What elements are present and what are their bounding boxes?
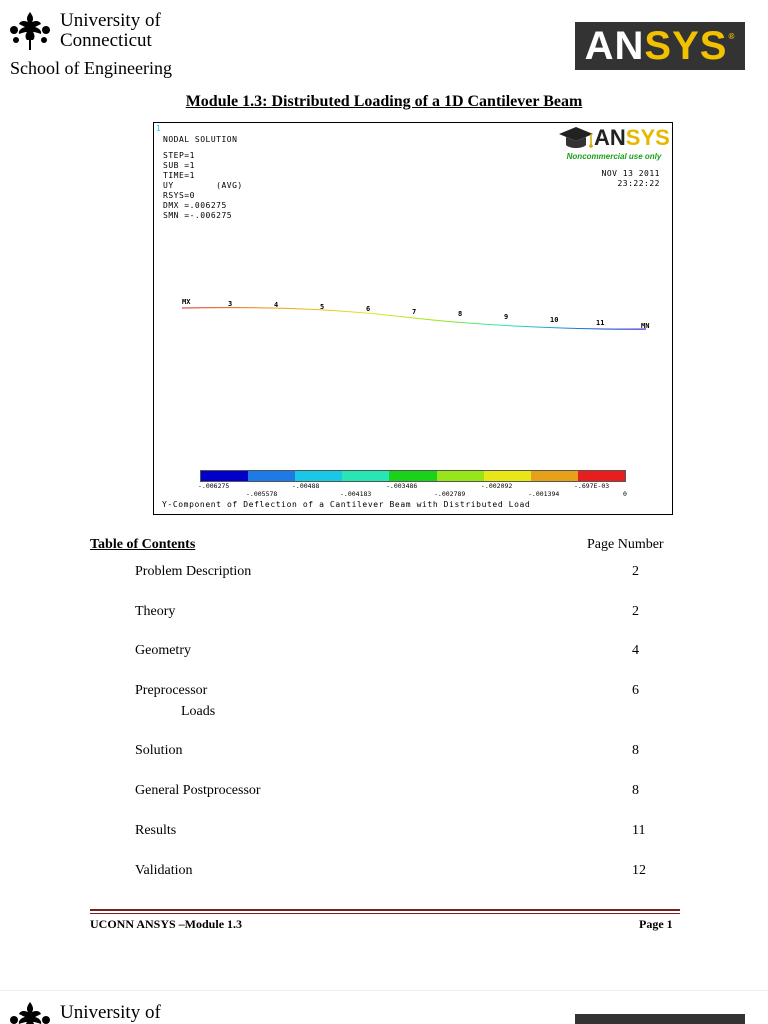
color-legend: [200, 470, 626, 482]
toc-page-heading: Page Number: [587, 537, 664, 552]
legend-swatch: [248, 471, 295, 481]
ansys-logo: [575, 22, 745, 70]
info-line: NODAL SOLUTION: [163, 135, 238, 144]
ansys-logo-an: AN: [584, 23, 645, 68]
toc-item-page: 4: [632, 643, 639, 658]
legend-swatch: [437, 471, 484, 481]
node-labels: [182, 298, 649, 330]
noncommercial-label: Noncommercial use only: [566, 152, 662, 161]
toc-item-page: 2: [632, 604, 639, 619]
plot-caption: Y-Component of Deflection of a Cantilever Beam with Distributed Load: [162, 500, 531, 509]
legend-label: -.00488: [292, 482, 320, 490]
plot-logo-text: ANSYS: [594, 125, 670, 150]
toc-item-title[interactable]: General Postprocessor: [135, 783, 261, 798]
toc-heading: Table of Contents: [90, 537, 196, 552]
node-label: 7: [412, 308, 417, 316]
legend-swatch: [342, 471, 389, 481]
page-gap: [0, 990, 768, 991]
window-number: 1: [156, 124, 161, 133]
ansys-logo-reg: ®: [728, 32, 736, 41]
node-label: MX: [182, 298, 191, 306]
uconn-logo: [8, 8, 178, 78]
info-line: SUB =1: [163, 161, 195, 170]
node-label: 8: [458, 310, 463, 318]
school-name: School of Engineering: [10, 58, 172, 78]
legend-label: -.002092: [481, 482, 513, 490]
toc-item-title[interactable]: Results: [135, 823, 177, 838]
beam-plot: [154, 123, 672, 514]
next-page-uconn-logo: [8, 998, 208, 1024]
legend-label: -.002789: [434, 490, 466, 498]
node-label: 4: [274, 301, 279, 309]
legend-swatch: [578, 471, 625, 481]
toc-subitem-title[interactable]: Loads: [181, 704, 216, 719]
plot-time: 23:22:22: [617, 179, 660, 188]
next-university-line1: University of: [60, 1002, 161, 1023]
university-line1: University of: [60, 10, 161, 31]
legend-swatch: [484, 471, 531, 481]
oak-leaf-icon: [8, 10, 52, 54]
legend-label: -.004183: [340, 490, 372, 498]
footer-rule: [90, 909, 680, 911]
info-line: TIME=1: [163, 171, 195, 180]
toc-item-title[interactable]: Solution: [135, 743, 183, 758]
node-label: 10: [550, 316, 559, 324]
legend-label: -.697E-03: [574, 482, 610, 490]
toc-item-title[interactable]: Theory: [135, 604, 176, 619]
legend-swatch: [201, 471, 248, 481]
oak-leaf-icon: [8, 1000, 52, 1024]
toc-item-page: 11: [632, 823, 646, 838]
legend-label: -.006275: [198, 482, 230, 490]
toc-item-page: 8: [632, 743, 639, 758]
footer-rule-thin: [90, 913, 680, 914]
toc-item-title[interactable]: Preprocessor: [135, 683, 208, 698]
legend-swatch: [295, 471, 342, 481]
toc-item-title[interactable]: Geometry: [135, 643, 191, 658]
footer-page: Page 1: [639, 917, 673, 931]
legend-swatch: [389, 471, 436, 481]
toc-item-page: 6: [632, 683, 639, 698]
ansys-result-plot: [153, 122, 673, 515]
info-line: DMX =.006275: [163, 201, 227, 210]
plot-date: NOV 13 2011: [601, 169, 660, 178]
info-line: RSYS=0: [163, 191, 195, 200]
node-label: 6: [366, 305, 371, 313]
info-line: STEP=1: [163, 151, 195, 160]
node-label: 5: [320, 303, 325, 311]
legend-label: 0: [623, 490, 627, 498]
legend-label: -.003486: [386, 482, 418, 490]
legend-swatch: [531, 471, 578, 481]
ansys-logo-sys: SYS: [644, 23, 728, 68]
legend-label: -.005578: [246, 490, 278, 498]
node-label: 3: [228, 300, 233, 308]
toc-item-page: 8: [632, 783, 639, 798]
toc-item-title[interactable]: Validation: [135, 863, 193, 878]
toc-item-title[interactable]: Problem Description: [135, 564, 252, 579]
university-line2: Connecticut: [60, 30, 152, 51]
legend-label: -.001394: [528, 490, 560, 498]
toc-item-page: 12: [632, 863, 646, 878]
info-line: UY (AVG): [163, 181, 243, 190]
info-line: SMN =-.006275: [163, 211, 233, 220]
node-label: 9: [504, 313, 509, 321]
node-label: 11: [596, 319, 605, 327]
page-title: Module 1.3: Distributed Loading of a 1D Cantilever Beam: [185, 93, 583, 110]
footer-left: UCONN ANSYS –Module 1.3: [90, 917, 243, 931]
next-page-ansys-logo: [575, 1014, 745, 1024]
node-label: MN: [641, 322, 650, 330]
toc-item-page: 2: [632, 564, 639, 579]
